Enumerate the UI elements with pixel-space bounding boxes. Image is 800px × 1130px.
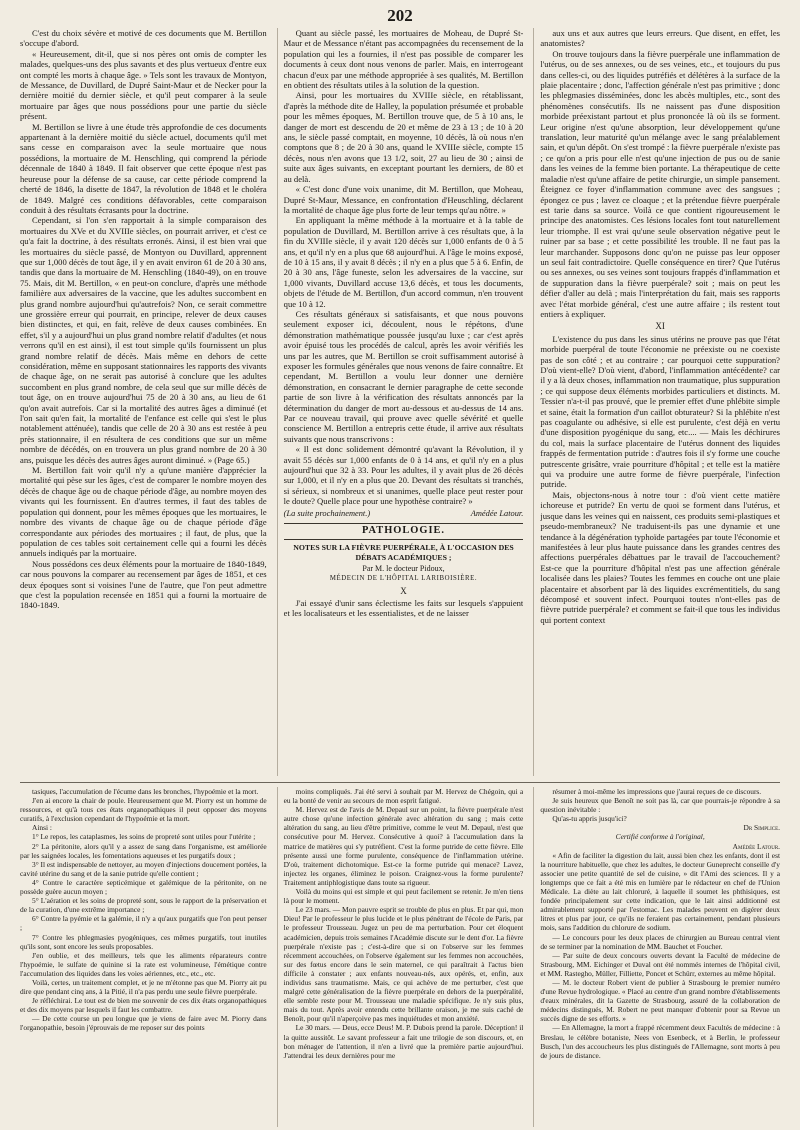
article-title: NOTES SUR LA FIÈVRE PUERPÉRALE, À L'OCCASION DES DÉBATS ACADÉMIQUES ; <box>293 542 514 562</box>
article-affiliation: MÉDECIN DE L'HÔPITAL LARIBOISIÈRE. <box>329 574 478 582</box>
paragraph: Ces résultats généraux si satisfaisants, et que nous pouvons seulement exposer ici, découlent, nous le répétons, d'une démonstration mathématique poussée jusqu'au luxe ; car c'est après avoir épuisé tous les procédés de calcul, après les avoir vérifiés les uns par les autres, que M. Bertillon se croit suffisamment autorisé à exposer les formules générales que nous venons de faire connaître. Et cependant, M. Bertillon a voulu leur donner une dernière démonstration, en consacrant le dernier paragraphe de cette seconde partie de son livre à la vérification des résultats annoncés par la détermination du danger de mort au-dessous et au-dessus de 14 ans. Par ce nouveau travail, qui prouve avec quelle sévérité et quelle conscience M. Bertillon a entrepris cette étude, il arrive aux résultats suivants que nous transcrivons : <box>283 308 524 444</box>
paragraph: En appliquant la même méthode à la mortuaire et à la table de population de Duvillard, M. Bertillon arrive à ces résultats que, à la fin du XVIIIe siècle, il y avait 120 décès sur 1,000 enfants de 0 à 5 ans, et qu'il n'y en a plus que 68 aujourd'hui. A l'âge le moins exposé, de 10 à 15 ans, il y avait 8 décès ; il n'y en a plus que 5 à 6. Enfin, de 20 à 30 ans, l'âge funeste, selon les adversaires de la vaccine, sur 1,000 vivants, Duvillard accuse 13,6 décès, et tous les documents, objets de l'étude de M. Bertillon, d'un accord commun, n'en trouvent que 10 à 12. <box>283 215 524 309</box>
paragraph: J'ai essayé d'unir sans éclectisme les faits sur lesquels s'appuient et les localisateurs et les essentialistes, et de ne laisser <box>283 597 524 619</box>
paragraph: aux uns et aux autres que leurs erreurs. Que disent, en effet, les anatomistes? <box>540 28 780 49</box>
bottom-column-2 <box>277 787 524 1127</box>
paragraph: Mais, objectons-nous à notre tour : d'où vient cette matière ichoreuse et putride? En vertu de quoi se forment dans l'utérus, et jusque dans les veines qui en naissent, ces produits semi-plastiques et pseudo-membraneux? Ne traduisent-ils pas une dynamie et une tendance à la dégénération typhoïde partagées par toute l'économie et manifestées à leur plus haute puissance dans les grandes centres des affections puerpérales débattues par le travail de l'accouchement? Est-ce que la pourriture d'hôpital n'est pas une affection générale localisée dans les plaies? Toutes les femmes en couche ont une plaie placentaire et absorbent par là des liquides excrémentitiels, du sang décomposé et souvent infect. Pourquoi toutes n'ont-elles pas de fièvre putride puerpérale? et comment se fait-il que tous les individus qui portent context <box>540 489 780 625</box>
signature-latour: Amédée Latour. <box>732 841 780 851</box>
section-title: PATHOLOGIE. <box>284 523 524 539</box>
author-signature: Amédée Latour. <box>470 508 524 518</box>
paragraph: 7° Contre les phlegmasies pyogéniques, ces mêmes purgatifs, tout inutiles qu'ils sont, sont encore les seuls proposables. <box>20 932 267 951</box>
paragraph: C'est du choix sévère et motivé de ces documents que M. Bertillon s'occupe d'abord. <box>20 28 267 49</box>
paragraph: Le 23 mars. — Mon pauvre esprit se trouble de plus en plus. Et par qui, mon Dieu! Par le professeur le plus lucide et le plus pénétrant de l'école de Paris, par le professeur Trousseau. Jugez un peu de ma perturbation. Pour cet éloquent académicien, depuis trois semaines l'Académie discute sur le dent d'or. La fièvre puerpérale n'existe pas ; c'est-à-dire que si on l'observe sur les femmes récemment accouchées, on l'observe également sur les femmes non accouchées, sur des fœtus encore dans le sein maternel, ce qui paraîtrait à l'actus bien difficile à constater ; aux enfants nouveau-nés, aux opérés, et, enfin, aux individus sans traumatisme. Mais, ce qui achève de me perturber, c'est que malgré cette généralisation de la fièvre puerpérale en dehors de la puerpéralité, elle semble reste pour M. Trousseau une maladie spécifique. Je n'y suis plus, mais du tout. Après avoir entendu cette brillante oraison, je me suis caché de Benoît, pour qu'il n'aperçoive pas mes inquiétudes et mon anxiété. <box>283 905 524 1024</box>
certification-line: Certifié conforme à l'original, <box>615 832 705 842</box>
paragraph: 3° Il est indispensable de nettoyer, au moyen d'injections doucement portées, la cavité utérine du sang et de la sanie putride qu'elle contient ; <box>20 859 267 878</box>
paragraph: Voilà du moins qui est simple et qui peut facilement se retenir. Je m'en tiens là pour le moment. <box>283 887 524 906</box>
paragraph: Cependant, si l'on s'en rapportait à la simple comparaison des mortuaires du XVe et du XVIIIe siècles, on pourrait arriver, et c'est ce qu'a fait la doctrine, à des résultats erronés. Ainsi, il est bien vrai que les mortuaires du siècle passé, de Montyon ou Duvillard, apprennent que sur 1,000 décès de tout âge, il y en avait environ 61 de 20 à 30 ans, tandis que dans la mortuaire de M. Henschling (1840-49), on en trouve 75. Mais, dit M. Bertillon, « en peut-on conclure, d'après une méthode familière aux adversaires de la vaccine, que les adultes succombent en plus grand nombre aujourd'hui qu'autrefois? Non, ce serait commettre une grossière erreur qui pourrait, en principe, relever de deux causes bien distinctes, et qui, en fait, relève de deux causes combinées. En effet, s'il y a aujourd'hui un plus grand nombre relatif d'adultes (et nous verrons qu'il en est ainsi), il est tout simple qu'ils fournissent un plus grand nombre relatif de décès. Mais même en dehors de cette considération, même en supposant stationnaires les rapports des vivants de chaque âge, on ne serait pas autorisé à conclure que les adultes succombent en plus grand nombre, de cela seul que sur mille décès de tout âge, on en trouve aujourd'hui 75 de 20 à 30 ans, au lieu de 61 qu'on avait autrefois. Car si la mortalité des autres âges a diminué (et l'on sait qu'en fait, la mortalité de l'enfance est celle qui s'est le plus notablement atténuée), tandis que celle de 20 à 30 ans est restée à peu près stationnaire, il en résultera de ces conditions que sur un même nombre de décédés, on en trouvera un plus grand nombre de 20 à 30 ans, puisque les décès des autres âges auront diminué. » (Page 65.) <box>20 215 267 465</box>
paragraph: J'en ai encore la chair de poule. Heureusement que M. Piorry est un homme de ressources, et qu'à tous ces états organopathiques il peut opposer des moyens curatifs, à l'exclusion cependant de l'hypoémie et la mort. <box>20 796 267 824</box>
paragraph: — En Allemagne, la mort a frappé récemment deux Facultés de médecine : à Breslau, le célèbre botaniste, Nees von Esenbeck, et à Berlin, le professeur Busch, l'un des accoucheurs les plus distingués de l'Allemagne, sont morts à peu de jours de distance. <box>540 1023 780 1060</box>
paragraph: M. Bertillon fait voir qu'il n'y a qu'une manière d'apprécier la mortalité qui pèse sur les âges, c'est de comparer le nombre moyen des décès de chaque âge ou de chaque période d'âge, au nombre moyen des vivants qui les fournissent. En d'autres termes, il faut des tables de population qui donnent, pour les mêmes époques que les mortuaires, le nombre des vivants de chaque âge ou de chaque période d'âge correspondante aux périodes des mortuaires ; il faut, de plus, que la population de ces tables soit certainement celle qui a fourni les décès annuels indiqués par la mortuaire. <box>20 465 267 559</box>
to-be-continued-note: (La suite prochainement.) <box>283 508 371 518</box>
paragraph: « Afin de faciliter la digestion du lait, aussi bien chez les enfants, dont il est la nourriture habituelle, que chez les adultes, le docteur Guneprecht conseille d'y associer une petite quantité de sel de cuisine, » dit l'Ami des sciences. Il y a longtemps que ce fait a été mis en lumière par le rédacteur en chef de l'Union Médicale. La diète au lait chloruré, à laquelle il soumet les phthisiques, est fondée principalement sur cette indication, que le lait ainsi additionné est admirablement supporté par l'estomac. Les malades peuvent en digérer deux litres et plus par jour, ce qu'ils ne feraient pas certainement, pendant plusieurs mois, sans l'addition du chlorure de sodium. <box>540 850 780 933</box>
paragraph: « Il est donc solidement démontré qu'avant la Révolution, il y avait 55 décès sur 1,000 enfants de 0 à 14 ans, et qu'il n'y en a plus aujourd'hui que 32 à 33. Pour les adultes, il y avait plus de 26 décès sur 1,000, et il n'y en a plus que 20. Devant des résultats si tranchés, si sérieux, si nombreux et si unanimes, quelle place peut rester pour le doute? Quelle place pour une hypothèse contraire? » <box>283 444 524 507</box>
paragraph: 2° La péritonite, alors qu'il y a assez de sang dans l'organisme, est améliorée par les saignées locales, les fomentations aqueuses et les purgatifs doux ; <box>20 841 267 860</box>
top-column-2 <box>277 28 524 776</box>
paragraph: « Heureusement, dit-il, que si nos pères ont omis de compter les malades, quelques-uns des plus savants et des plus vertueux d'entre eux ont compté les morts à chaque âge. » Tels sont les travaux de Montyon, de Messance, de Duvillard, de Dupré Saint-Maur et de Necker pour la dernière moitié du dernier siècle, et qu'il peut comparer à la seule mortuaire par âges que nous possédions pour une partie du siècle présent. <box>20 48 267 122</box>
top-column-3 <box>533 28 780 776</box>
paragraph: 4° Contre le caractère septicémique et galémique de la péritonite, on ne possède guère aucun moyen ; <box>20 877 267 897</box>
bottom-column-1 <box>20 787 267 1127</box>
paragraph: Je réfléchirai. Le tout est de bien me souvenir de ces dix états organopathiques et des dix moyens par lesquels il faut les combattre. <box>20 996 267 1015</box>
top-section <box>20 28 780 776</box>
paragraph: — De cette course un peu longue que je viens de faire avec M. Piorry dans l'organopathie, besoin j'éprouvais de me reposer sur des points <box>20 1014 267 1033</box>
paragraph: J'en oublie, et des meilleurs, tels que les aliments réparateurs contre l'hypoémie, le sulfate de quinine si la rate est volumineuse, l'émétique contre l'accumulation des liquides dans les voies aériennes, etc., etc., etc. <box>20 950 267 978</box>
bottom-column-3 <box>533 787 780 1127</box>
feuilleton-section <box>20 782 780 1127</box>
paragraph: Voilà, certes, un traitement complet, et je ne m'étonne pas que M. Piorry ait pu dire que pendant cinq ans, à la Pitié, il n'a pas perdu une seule fièvre puerpérale. <box>20 977 267 997</box>
paragraph: tasiques, l'accumulation de l'écume dans les bronches, l'hypoémie et la mort. <box>32 787 259 796</box>
section-numeral: XI <box>655 321 665 332</box>
article-signature <box>284 509 524 519</box>
paragraph: — Par suite de deux concours ouverts devant la Faculté de médecine de Strasbourg, MM. Eichinger et Duval ont été nommés internes de l'hôpital civil, et MM. Rastegho, Müller, Filliette, Poncet et Schürr, externes au même hôpital. <box>540 950 780 978</box>
paragraph: 6° Contre la pyémie et la galémie, il n'y a qu'aux purgatifs que l'on peut penser ; <box>20 914 267 933</box>
paragraph: — Le concours pour les deux places de chirurgien au Bureau central vient de se terminer par la nomination de MM. Bauchet et Foucher. <box>540 932 780 951</box>
paragraph: Qu'as-tu appris jusqu'ici? <box>552 814 627 824</box>
paragraph: résumer à moi-même les impressions que j'aurai reçues de ce discours. <box>552 787 762 796</box>
paragraph: Nous possédons ces deux éléments pour la mortuaire de 1840-1849, car nous pouvons la comparer au recensement par âges de 1851, et ces deux époques sont si voisines l'une de l'autre, que l'on peut admettre que c'est la population recensée en 1851 qui a fourni la mortuaire de 1840-1849. <box>20 558 267 611</box>
paragraph: 5° L'aération et les soins de propreté sont, sous le rapport de la préservation et de la curation, d'une extrême importance ; <box>20 896 267 915</box>
section-numeral: X <box>400 585 407 596</box>
paragraph: M. Bertillon se livre à une étude très approfondie de ces documents appartenant à la dernière moitié du siècle actuel, documents qu'il met sans cesse en comparaison avec la seule mortuaire que nous possédions, la mortuaire de M. Henschling, qui comprend la période décennale de 1840 à 1849. Il fait observer que cette époque n'est pas heureuse pour la défense de sa cause, car cette période comprend la cherté de 1846, la disette de 1847, la révolution de 1848 et le choléra de 1849. Malgré ces conditions défavorables, cette comparaison conduit à des résultats écrasants pour la doctrine. <box>20 121 267 215</box>
paragraph: On trouve toujours dans la fièvre puerpérale une inflammation de l'utérus, ou de ses annexes, ou de ses veines, etc., et toujours du pus dans celles-ci, ou des liquides putréfiés et délétères à la surface de la plaie placentaire ; donc, l'affection générale n'est pas primitive ; donc les phlegmasies disséminées, donc les abcès multiples, etc., sont des phénomènes consécutifs. Ils ne naissent pas d'une disposition morbide préexistant partout et plus prononcée là où ils se forment. Leur origine n'est qu'une absorption, leur développement qu'une translation, leur maturité qu'un mélange avec le sang préalablement sain, et qu'un dépôt. On s'est trompé : la fièvre puerpérale n'existe pas ; ce qu'on a pris pour elle n'est qu'une injection de pus ou de sanie dans les veines de la femme bien portante. La thérapeutique de cette maladie n'est qu'une affaire de petite chirurgie, un simple pansement. Éteignez ce foyer d'inflammation commune avec des sangsues ; épongez ce pus ; lavez ce cloaque ; et la prétendue fièvre puerpérale est tarie dans sa source. Voilà ce que contient rigoureusement le principe des anatomistes. Ces lésions locales font tout naturellement leur triomphe. Il est vrai qu'une seule observation négative peut le ruiner par sa base ; et cette possibilité les trouble. Il ne faut pas la leur marchander. Supposons donc qu'on ne puisse pas leur opposer un seul fait contradictoire. Quelle conséquence en tirer? Que l'utérus ou ses annexes, ou ses veines sont toujours frappés d'inflammation et de suppuration dans la fièvre puerpérale? soit ; mais on peut les défier d'aller au delà ; mais l'interprétation du fait, mais ses rapports avec l'état morbide général, c'est une autre affaire ; ils restent tout entiers à expliquer. <box>540 48 780 319</box>
paragraph: Ainsi : <box>32 823 52 833</box>
paragraph: Quant au siècle passé, les mortuaires de Moheau, de Dupré St-Maur et de Messance n'étant pas accompagnées du recensement de la population qui les a fournies, il n'est pas possible de comparer les documents à ceux dont nous venons de parler. Mais, en interrogeant chacun d'eux par une méthode appropriée à ses qualités, M. Bertillon en obtient des résultats utiles à la solution de la question. <box>283 28 524 91</box>
paragraph: moins compliqués. J'ai été servi à souhait par M. Hervez de Chégoin, qui a eu la bonté de venir au secours de mon esprit fatigué. <box>283 787 524 806</box>
page-number: 202 <box>387 6 413 25</box>
paragraph: Ainsi, pour les mortuaires du XVIIIe siècle, en rétablissant, d'après la méthode dite de Halley, la population présumée et probable pour les mêmes époques, M. Bertillon trouve que, de 5 à 10 ans, le danger de mort est descendu de 20 et même de 23 à 13 ; de 10 à 20 ans, le siècle passé comptait, en moyenne, 10 décès, là où nous n'en comptons que 8 ; de 20 à 30 ans, quand le XVIIIe siècle, compte 15 décès, nous n'en avons que 13 1/2, soit, 27 au lieu de 30 ; ainsi de suite aux âges suivants, en exceptant pourtant les derniers, de 80 et au delà. <box>283 90 524 184</box>
paragraph: M. Hervez est de l'avis de M. Depaul sur un point, la fièvre puerpérale n'est autre chose qu'une infection générale avec altération du sang ; mais cette altération du sang, au lieu d'être primitive, comme le veut M. Depaul, n'est que consécutive pour M. Hervez. Consécutive à quoi? à l'accumulation dans la matrice de matières qui s'y putréfient. C'est la forme putride de cette fièvre. Elle présente aussi une forme purulente, conséquence de l'inflammation utérine. D'où, traitement dichotomique. Est-ce la forme putride qui menace? Lavez, injectez les organes, éliminez le poison. Craignez-vous la forme purulente? Traitement antiphlogistique dans toute sa rigueur. <box>283 805 524 887</box>
paragraph: — M. le docteur Robert vient de publier à Strasbourg le premier numéro d'une Revue hydrologique. « Placé au centre d'un grand nombre d'établissements d'eaux minérales, dit la Gazette de Strasbourg, assuré de la collaboration de médecins distingués, M. Robert ne peut manquer d'obtenir pour sa Revue un succès digne de ses efforts. » <box>540 977 780 1024</box>
signature-simplice: Dr Simplice. <box>743 823 780 833</box>
article-author: Par M. le docteur Pidoux, <box>362 563 445 573</box>
top-column-1 <box>20 28 267 776</box>
paragraph: « C'est donc d'une voix unanime, dit M. Bertillon, que Moheau, Dupré St-Maur, Messance, en confrontation d'Heuschling, déclarent la mortalité de chaque âge plus forte de leur temps qu'au nôtre. » <box>283 184 524 215</box>
paragraph: Le 30 mars. — Deus, ecce Deus! M. P. Dubois prend la parole. Déception! il la quitte aussitôt. Le savant professeur a fait une trilogie de son discours, et, en bon ménager de l'attention, il n'en a livré que la première partie aujourd'hui. J'attendrai les deux dernières pour me <box>283 1023 524 1060</box>
paragraph: L'existence du pus dans les sinus utérins ne prouve pas que l'état morbide puerpéral de toute l'économie ne préexiste ou ne coexiste pas de son côté ; et au contraire ; car pourquoi cette suppuration? D'où vient-elle? D'où vient, d'abord, l'inflammation antécédente? car il y a là deux choses, inflammation non traumatique, plus suppuration ; ce qui suppose deux éléments morbides particuliers et distincts. M. Tessier n'a-t-il pas prouvé, que le premier effet d'une phlébite simple et saine, était la formation d'un caillot obturateur? Si la phlébite n'est pas coagulante ou adhésive, si elle est purulente, c'est déjà en vertu d'une disposition pyogénique du sang, etc.... — Mais les déchirures du col, mais la surface placentaire de l'utérus donnent des liquides frappés de fermentation putride : d'autres fois il s'y forme une couche putrescente grisâtre, vraie pourriture d'hôpital ; et telle est la matière qui va produire une autre forme de fièvre puerpérale, l'infection putride. <box>540 333 780 490</box>
paragraph: 1° Le repos, les cataplasmes, les soins de propreté sont utiles pour l'utérite ; <box>32 832 256 842</box>
paragraph: Je suis heureux que Benoît ne soit pas là, car que pourrais-je répondre à sa question inévitable : <box>540 796 780 815</box>
